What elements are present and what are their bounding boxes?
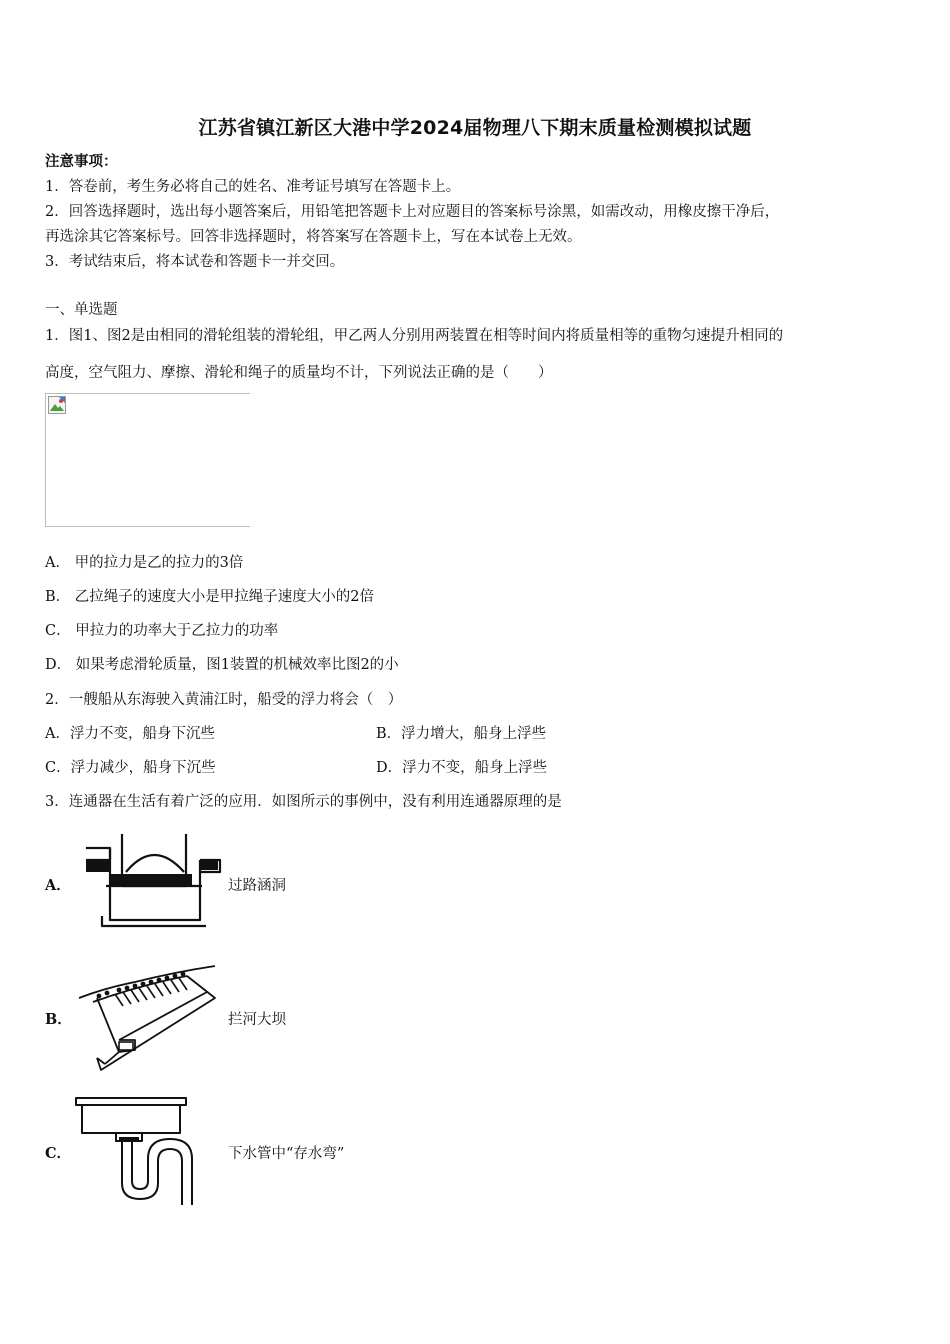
sink-trap-icon [74, 1095, 224, 1205]
q1-stem-line1: 1．图1、图2是由相同的滑轮组装的滑轮组，甲乙两人分别用两装置在相等时间内将质量相等的重物匀速提升相同的 [45, 328, 784, 344]
q1-option-c: C． 甲拉力的功率大于乙拉力的功率 [45, 623, 279, 639]
notice-item: 再选涂其它答案标号。回答非选择题时，将答案写在答题卡上，写在本试卷上无效。 [45, 229, 582, 245]
notice-item: 2．回答选择题时，选出每小题答案后，用铅笔把答题卡上对应题目的答案标号涂黑，如需改动，用橡皮擦干净后， [45, 204, 780, 220]
q3-option-a-letter: A． [45, 877, 71, 894]
dam-icon [75, 962, 220, 1074]
q1-stem-line2: 高度，空气阻力、摩擦、滑轮和绳子的质量均不计，下列说法正确的是（ ） [45, 365, 553, 381]
q3-option-c-letter: C． [45, 1145, 72, 1162]
q2-option-a: A．浮力不变，船身下沉些 [45, 726, 215, 742]
notice-item: 3．考试结束后，将本试卷和答题卡一并交回。 [45, 254, 345, 270]
q2-option-d: D．浮力不变，船身上浮些 [376, 760, 548, 776]
culvert-icon [82, 830, 222, 930]
section-heading: 一、单选题 [45, 302, 118, 318]
q1-option-d: D． 如果考虑滑轮质量，图1装置的机械效率比图2的小 [45, 657, 399, 673]
broken-image-icon [48, 396, 66, 414]
notice-item: 1．答卷前，考生务必将自己的姓名、准考证号填写在答题卡上。 [45, 179, 461, 195]
q1-option-b: B． 乙拉绳子的速度大小是甲拉绳子速度大小的2倍 [45, 589, 374, 605]
q3-option-b-letter: B． [45, 1011, 72, 1028]
q2-option-c: C．浮力减少，船身下沉些 [45, 760, 216, 776]
q3-option-a-label: 过路涵洞 [228, 878, 286, 894]
q2-stem: 2．一艘船从东海驶入黄浦江时，船受的浮力将会（ ） [45, 692, 403, 708]
q3-option-b-label: 拦河大坝 [228, 1012, 286, 1028]
q1-option-a: A． 甲的拉力是乙的拉力的3倍 [45, 555, 244, 571]
q1-figure-placeholder [45, 393, 250, 527]
page-title: 江苏省镇江新区大港中学2024届物理八下期末质量检测模拟试题 [198, 117, 752, 139]
q2-option-b: B．浮力增大，船身上浮些 [376, 726, 547, 742]
q3-option-c-label: 下水管中“存水弯” [228, 1146, 345, 1162]
notice-heading: 注意事项： [45, 153, 118, 170]
q3-stem: 3．连通器在生活有着广泛的应用．如图所示的事例中，没有利用连通器原理的是 [45, 794, 562, 810]
